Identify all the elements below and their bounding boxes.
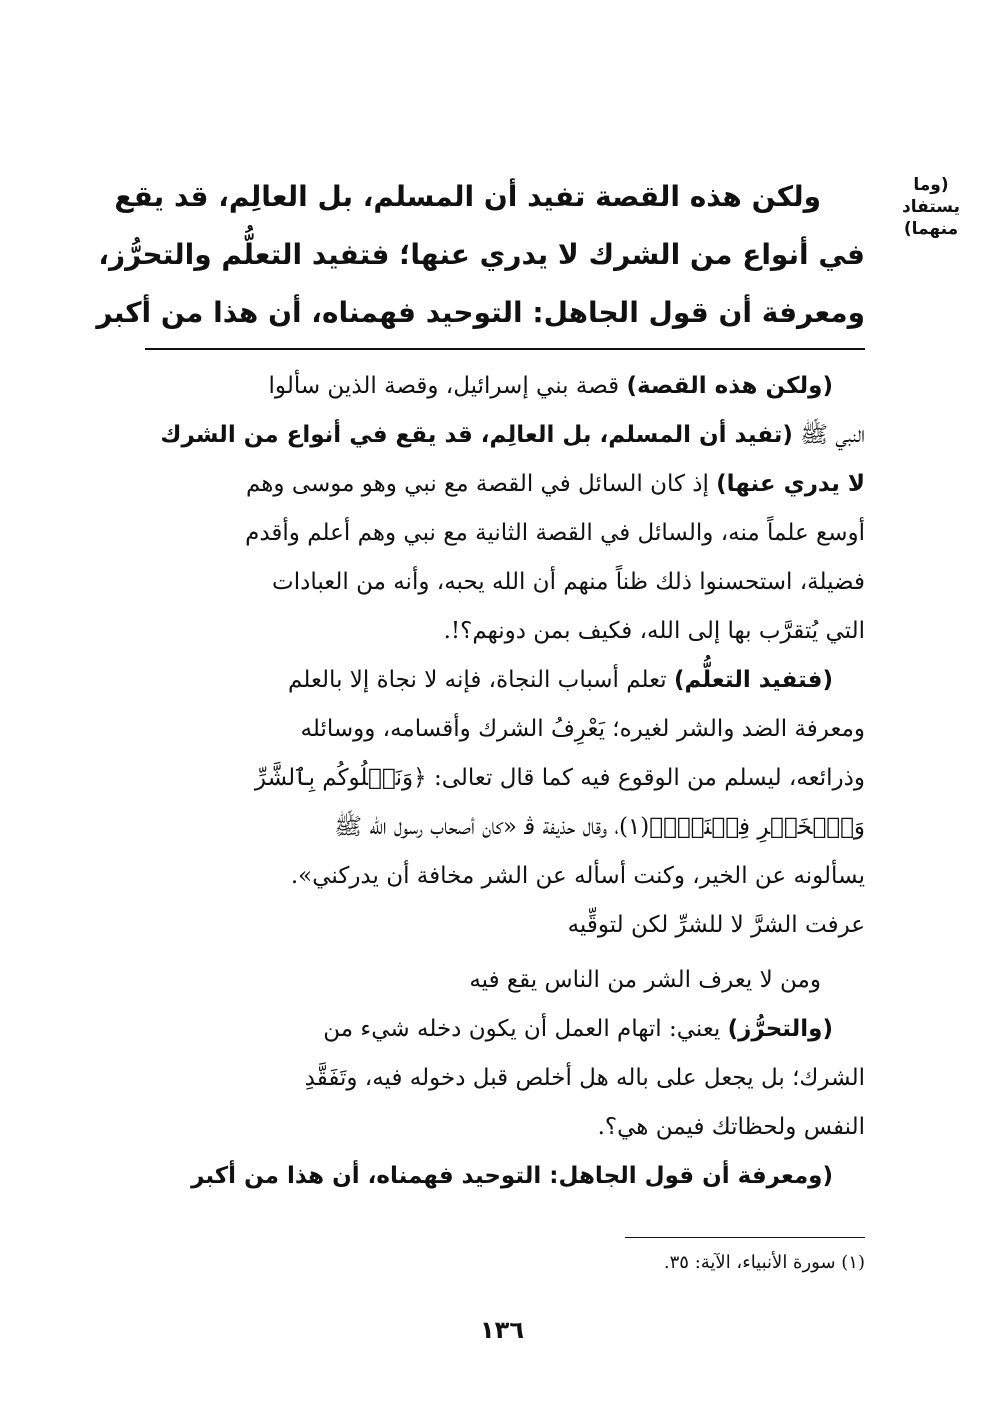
- commentary-line: [145, 1152, 865, 1201]
- quoted-phrase: (فتفيد التعلُّم): [673, 667, 833, 693]
- commentary-text: النبي ﷺ: [792, 422, 865, 448]
- margin-note-line: منهما): [903, 219, 959, 239]
- quoted-phrase: (والتحرُّز): [727, 1016, 833, 1042]
- commentary-line: النفس ولحظاتك فيمن هي؟.: [597, 1114, 865, 1140]
- commentary-text: يعني: اتهام العمل أن يكون دخله شيء من: [323, 1016, 728, 1042]
- poem-verse: ومن لا يعرف الشر من الناس يقع فيه: [469, 967, 821, 993]
- commentary-line: أوسع علماً منه، والسائل في القصة الثانية مع نبي وهم أعلم وأقدم: [245, 520, 865, 546]
- commentary-text: إذ كان السائل في القصة مع نبي وهو موسى وهم: [245, 471, 717, 497]
- quoted-phrase: (تفيد أن المسلم، بل العالِم، قد يقع في أنواع من الشرك: [160, 422, 793, 448]
- commentary-line: [145, 411, 865, 460]
- main-text-block: [96, 168, 865, 342]
- commentary-line: الشرك؛ بل يجعل على باله هل أخلص قبل دخوله فيه، وتَفَقَّدِ: [304, 1065, 865, 1091]
- commentary-block: [145, 362, 865, 1201]
- page-number: ١٣٦: [480, 1316, 524, 1344]
- commentary-line: يسألونه عن الخير، وكنت أسأله عن الشر مخافة أن يدركني».: [290, 863, 865, 889]
- commentary-line: [145, 460, 865, 509]
- commentary-text: تعلم أسباب النجاة، فإنه لا نجاة إلا بالعلم: [288, 667, 674, 693]
- margin-note: [900, 174, 962, 240]
- footnote-divider: [625, 1237, 865, 1238]
- commentary-line: [145, 1005, 865, 1054]
- main-text-line: ولكن هذه القصة تفيد أن المسلم، بل العالِم، قد يقع: [114, 180, 821, 213]
- commentary-line: وذرائعه، ليسلم من الوقوع فيه كما قال تعالى: ﴿وَنَبۡلُوكُم بِٱلشَّرِّ: [254, 765, 865, 791]
- commentary-line: [145, 362, 865, 411]
- margin-note-line: يستفاد: [902, 197, 960, 217]
- footnote: (١) سورة الأنبياء، الآية: ٣٥.: [663, 1252, 865, 1273]
- quoted-phrase: (ومعرفة أن قول الجاهل: التوحيد فهمناه، أن هذا من أكبر: [191, 1163, 833, 1189]
- commentary-line: ومعرفة الضد والشر لغيره؛ يَعْرِفُ الشرك وأقسامه، ووسائله: [300, 716, 865, 742]
- commentary-line: [145, 656, 865, 705]
- section-divider: [145, 348, 865, 350]
- commentary-text: قصة بني إسرائيل، وقصة الذين سألوا: [268, 373, 627, 399]
- commentary-line: فضيلة، استحسنوا ذلك ظناً منهم أن الله يحبه، وأنه من العبادات: [272, 569, 865, 595]
- quoted-phrase: لا يدري عنها): [716, 471, 865, 497]
- main-text-line: ومعرفة أن قول الجاهل: التوحيد فهمناه، أن هذا من أكبر: [96, 296, 865, 329]
- poem-verse: عرفت الشرَّ لا للشرِّ لكن لتوقِّيه: [567, 912, 865, 938]
- main-text-line: في أنواع من الشرك لا يدري عنها؛ فتفيد التعلُّم والتحرُّز،: [98, 238, 865, 271]
- commentary-line: وَٱلۡخَيۡرِ فِتۡنَةٗۖ﴾(١)، وقال حذيفة ﭬ «كان أصحاب رسول الله ﷺ: [334, 814, 865, 840]
- quoted-phrase: (ولكن هذه القصة): [626, 373, 833, 399]
- commentary-line: التي يُتقرَّب بها إلى الله، فكيف بمن دونهم؟!.: [443, 618, 865, 644]
- margin-note-line: (وما: [913, 175, 949, 195]
